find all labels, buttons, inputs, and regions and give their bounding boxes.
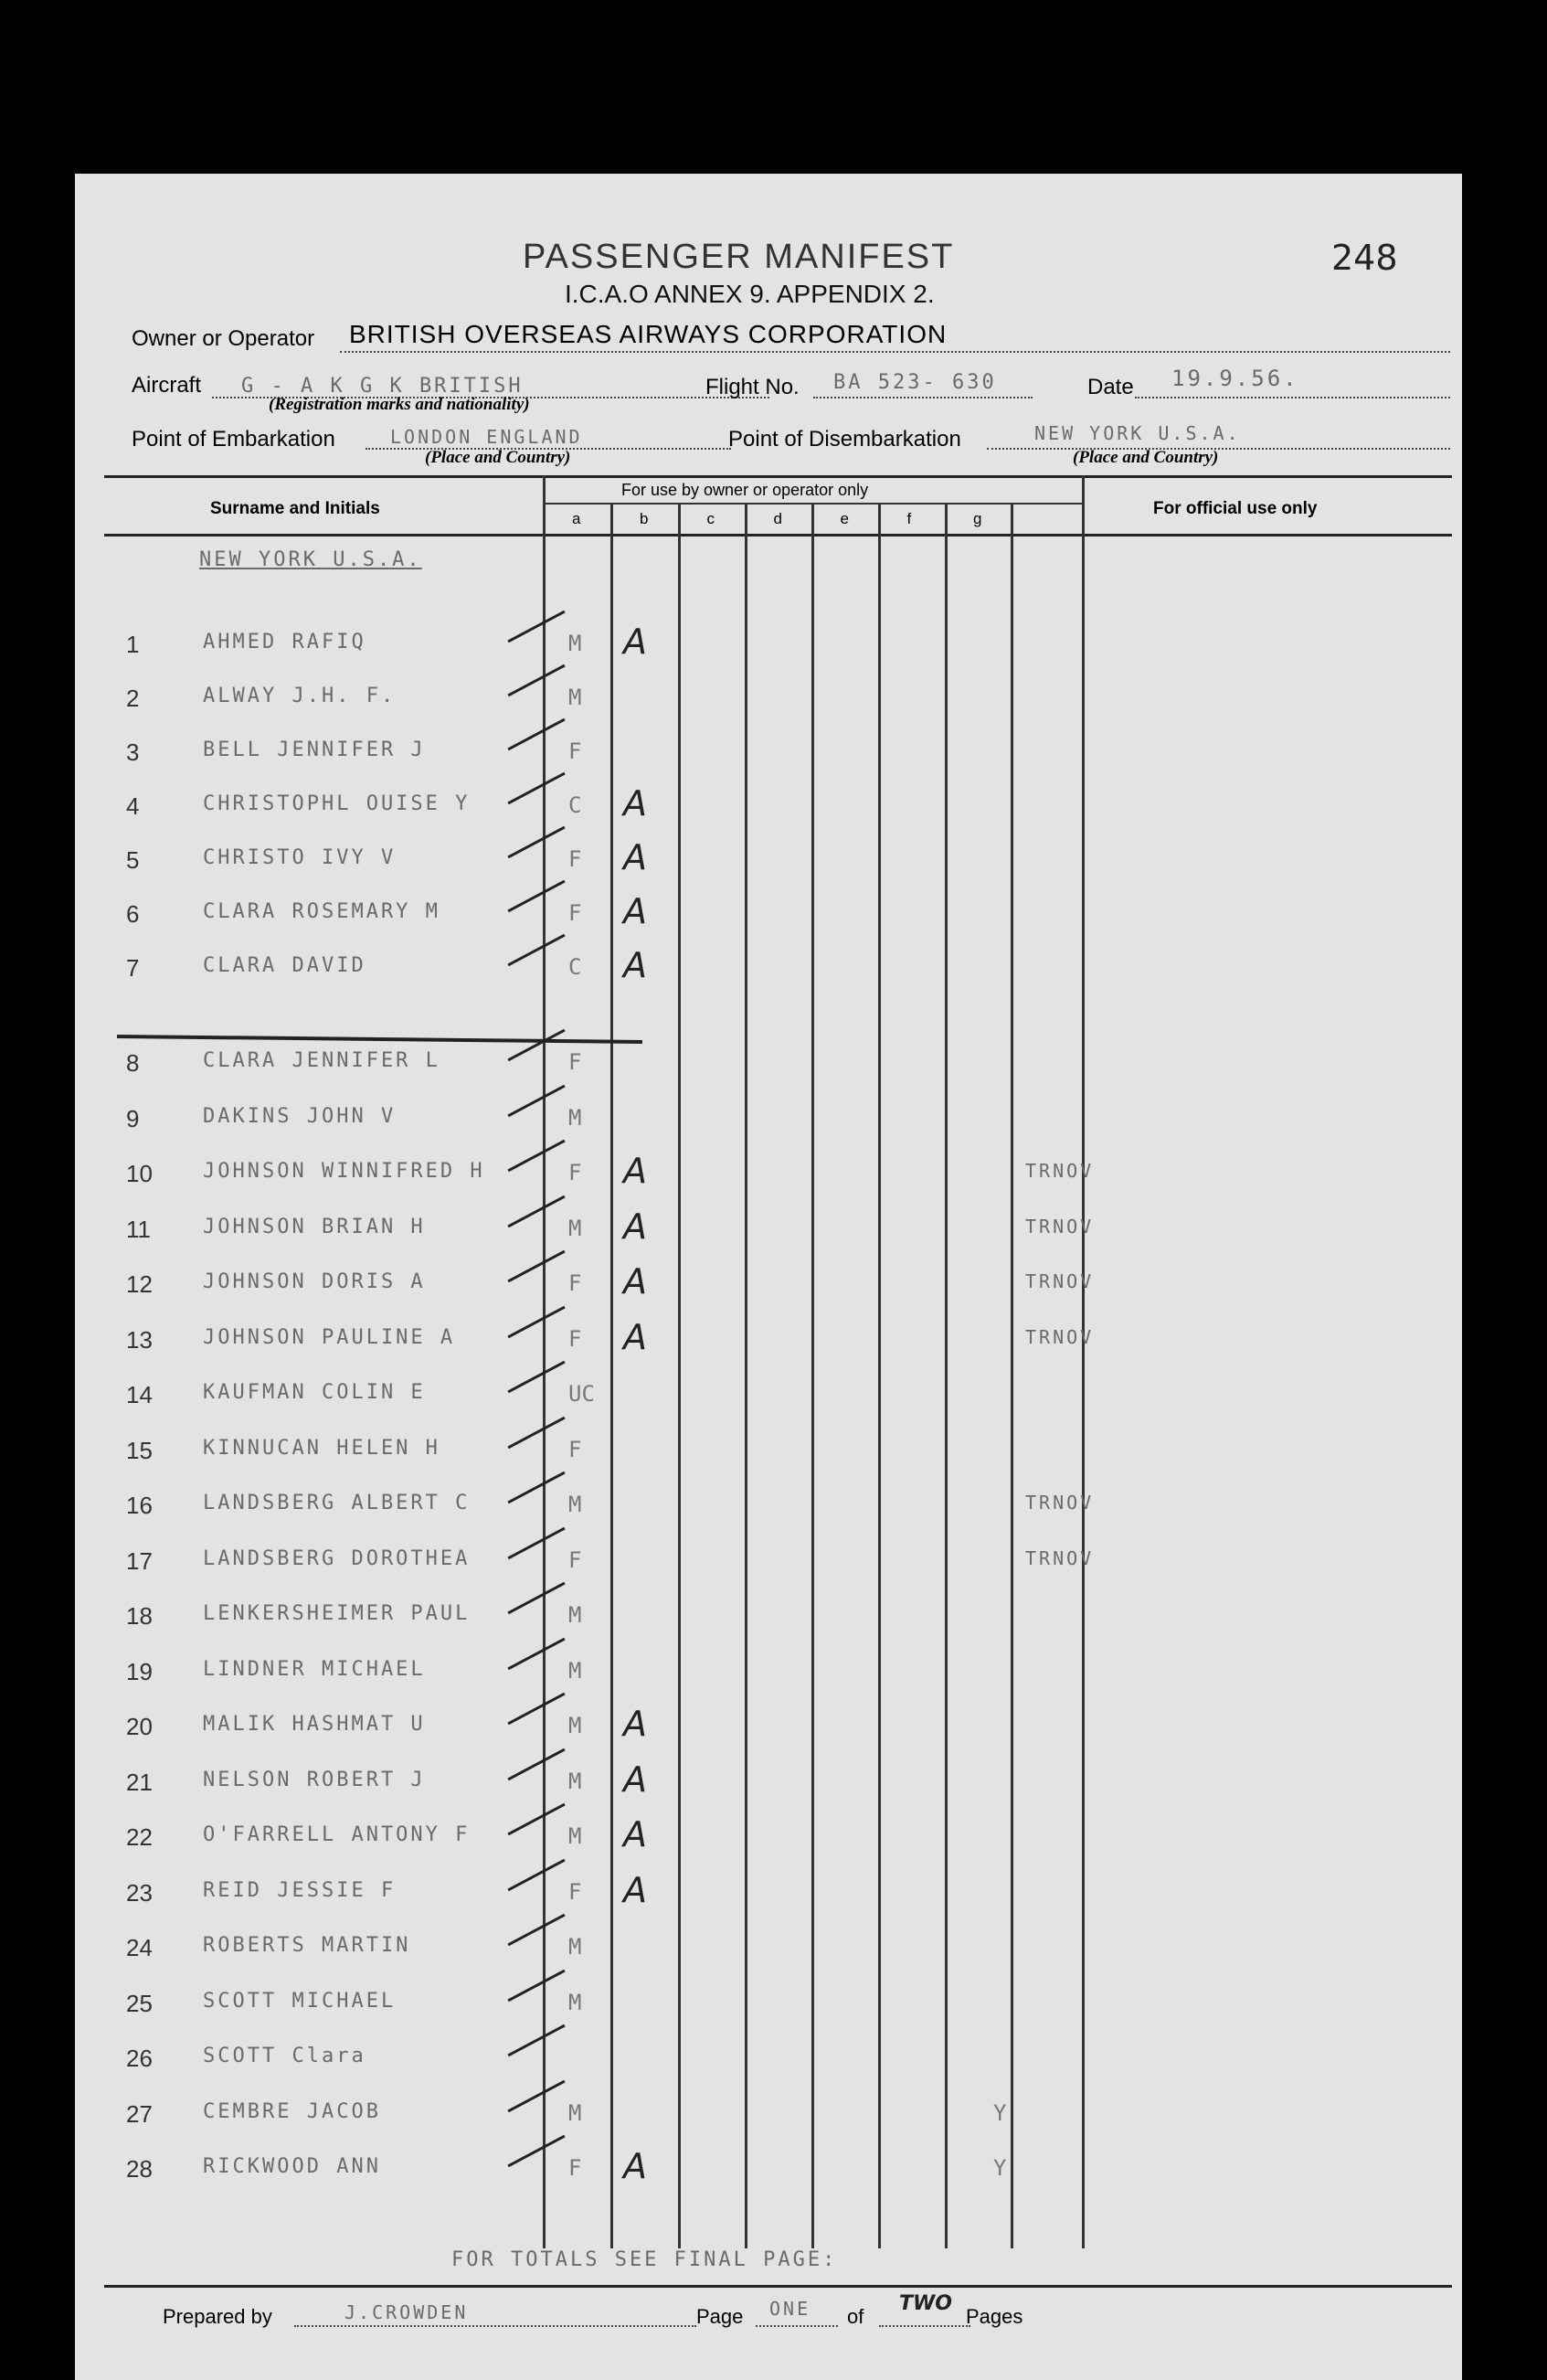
prepared-label: Prepared by xyxy=(163,2305,272,2328)
cell-b: A xyxy=(623,1151,647,1191)
cell-a: F xyxy=(568,1546,582,1573)
cell-a: M xyxy=(568,1657,582,1684)
cell-b: A xyxy=(623,783,647,823)
table-row xyxy=(75,1814,1446,1869)
passenger-name: SCOTT MICHAEL xyxy=(203,1989,397,2013)
official-note: TRNOV xyxy=(1025,1160,1095,1182)
row-number: 2 xyxy=(126,685,140,712)
aircraft-caption: (Registration marks and nationality) xyxy=(269,395,530,414)
table-row xyxy=(75,1658,1446,1704)
official-note: TRNOV xyxy=(1025,1546,1095,1569)
cell-b: A xyxy=(623,622,647,662)
passenger-name: ROBERTS MARTIN xyxy=(203,1934,411,1957)
cell-g: Y xyxy=(993,2155,1007,2181)
cell-a: M xyxy=(568,1713,582,1738)
row-number: 22 xyxy=(126,1823,153,1851)
totals-note: FOR TOTALS SEE FINAL PAGE: xyxy=(451,2248,838,2271)
prepared-value: J.CROWDEN xyxy=(344,2301,469,2323)
page-label: Page xyxy=(696,2305,744,2328)
passenger-name: CLARA ROSEMARY M xyxy=(203,900,440,923)
passenger-name: CLARA DAVID xyxy=(203,954,366,977)
cell-a: M xyxy=(568,1823,582,1849)
pages-label: Pages xyxy=(966,2305,1023,2328)
date-label: Date xyxy=(1087,375,1134,399)
cell-b: A xyxy=(623,945,647,985)
passenger-name: JOHNSON BRIAN H xyxy=(203,1215,426,1238)
passenger-name: LANDSBERG DOROTHEA xyxy=(203,1546,471,1570)
cell-a: F xyxy=(568,1436,582,1462)
row-number: 8 xyxy=(126,1049,140,1077)
date-value: 19.9.56. xyxy=(1171,366,1299,391)
table-row xyxy=(75,1547,1446,1593)
table-row xyxy=(75,1381,1446,1427)
of-label: of xyxy=(847,2305,864,2328)
table-row xyxy=(75,1602,1446,1648)
passenger-name: JOHNSON PAULINE A xyxy=(203,1325,456,1349)
row-number: 1 xyxy=(126,631,140,658)
cell-b: A xyxy=(623,1316,647,1357)
passenger-name: CLARA JENNIFER L xyxy=(203,1049,440,1072)
table-row xyxy=(75,622,1446,676)
official-note: TRNOV xyxy=(1025,1325,1095,1348)
cell-a: M xyxy=(568,2099,582,2126)
passenger-name: JOHNSON WINNIFRED H xyxy=(203,1160,485,1183)
cell-b: A xyxy=(623,837,647,877)
row-number: 13 xyxy=(126,1325,153,1354)
cell-b: A xyxy=(623,1704,647,1744)
disembark-label: Point of Disembarkation xyxy=(728,427,961,452)
cell-a: C xyxy=(568,792,582,818)
table-row xyxy=(75,1151,1446,1206)
passenger-name: O'FARRELL ANTONY F xyxy=(203,1823,471,1846)
passenger-name: REID JESSIE F xyxy=(203,1878,397,1902)
passenger-name: NELSON ROBERT J xyxy=(203,1768,426,1791)
cell-a: M xyxy=(568,1934,582,1960)
table-row xyxy=(75,1105,1446,1151)
cell-a: F xyxy=(568,1270,582,1296)
embark-label: Point of Embarkation xyxy=(132,427,335,452)
cell-a: F xyxy=(568,738,582,764)
row-number: 4 xyxy=(126,792,140,820)
official-note: TRNOV xyxy=(1025,1270,1095,1292)
table-row xyxy=(75,1869,1446,1925)
disembark-value: NEW YORK U.S.A. xyxy=(1034,422,1241,444)
cell-a: F xyxy=(568,1325,582,1352)
passenger-name: CHRISTOPHL OUISE Y xyxy=(203,792,471,815)
column-header-g: g xyxy=(973,510,982,527)
passenger-name: CEMBRE JACOB xyxy=(203,2099,381,2123)
passenger-name: SCOTT Clara xyxy=(203,2045,366,2067)
passenger-name: KINNUCAN HELEN H xyxy=(203,1436,440,1460)
table-row xyxy=(75,783,1446,838)
row-number: 3 xyxy=(126,738,140,766)
row-number: 27 xyxy=(126,2099,153,2128)
column-header-f: f xyxy=(906,510,912,527)
row-number: 11 xyxy=(126,1215,151,1243)
official-note: TRNOV xyxy=(1025,1492,1095,1514)
table-row xyxy=(75,1206,1446,1261)
table-row xyxy=(75,738,1446,784)
row-number: 16 xyxy=(126,1492,153,1519)
row-number: 6 xyxy=(126,900,140,928)
cell-b: A xyxy=(623,1261,647,1302)
aircraft-value: G - A K G K BRITISH xyxy=(241,375,524,398)
cell-a: M xyxy=(568,1768,582,1794)
table-row xyxy=(75,2146,1446,2201)
cell-a: C xyxy=(568,954,582,980)
cell-a: F xyxy=(568,900,582,926)
operator-header: For use by owner or operator only xyxy=(621,481,869,499)
column-header-b: b xyxy=(640,510,649,527)
table-row xyxy=(75,1316,1446,1372)
passenger-name: AHMED RAFIQ xyxy=(203,631,366,653)
passenger-name: LANDSBERG ALBERT C xyxy=(203,1492,471,1514)
cell-b: A xyxy=(623,1758,647,1800)
table-row xyxy=(75,2045,1446,2090)
row-number: 28 xyxy=(126,2155,153,2183)
cell-b: A xyxy=(623,2146,647,2186)
passenger-name: LENKERSHEIMER PAUL xyxy=(203,1602,471,1625)
flight-label: Flight No. xyxy=(705,375,800,399)
row-number: 20 xyxy=(126,1713,153,1740)
cell-a: UC xyxy=(568,1381,595,1407)
aircraft-label: Aircraft xyxy=(132,373,202,398)
page-stamp: 248 xyxy=(1331,238,1398,278)
row-number: 7 xyxy=(126,954,140,982)
surname-header: Surname and Initials xyxy=(210,499,380,518)
cell-b: A xyxy=(623,891,647,931)
column-header-a: a xyxy=(572,510,581,527)
table-row xyxy=(75,1704,1446,1758)
table-row xyxy=(75,1261,1446,1316)
table-row xyxy=(75,1758,1446,1814)
passenger-name: JOHNSON DORIS A xyxy=(203,1270,426,1293)
cell-a: M xyxy=(568,685,582,710)
cell-g: Y xyxy=(993,2099,1007,2126)
passenger-name: CHRISTO IVY V xyxy=(203,846,397,869)
passenger-name: KAUFMAN COLIN E xyxy=(203,1381,426,1404)
of-value: TWO xyxy=(899,2292,952,2315)
page-value: ONE xyxy=(769,2298,811,2320)
table-row xyxy=(75,891,1446,946)
cell-a: M xyxy=(568,1602,582,1628)
official-note: TRNOV xyxy=(1025,1215,1095,1238)
owner-label: Owner or Operator xyxy=(132,326,315,351)
row-number: 25 xyxy=(126,1989,153,2017)
passenger-name: DAKINS JOHN V xyxy=(203,1104,397,1128)
section-label: NEW YORK U.S.A. xyxy=(199,548,422,571)
passenger-name: MALIK HASHMAT U xyxy=(203,1713,426,1736)
manifest-subtitle: I.C.A.O ANNEX 9. APPENDIX 2. xyxy=(565,280,935,308)
column-header-d: d xyxy=(773,510,782,527)
manifest-title: PASSENGER MANIFEST xyxy=(523,238,955,276)
official-header: For official use only xyxy=(1153,499,1318,518)
cell-b: A xyxy=(623,1206,647,1247)
table-row xyxy=(75,1492,1446,1537)
flight-value: BA 523- 630 xyxy=(833,371,997,394)
row-number: 19 xyxy=(126,1657,153,1685)
cell-b: A xyxy=(623,1869,647,1910)
table-row xyxy=(75,1437,1446,1482)
passenger-name: LINDNER MICHAEL xyxy=(203,1657,426,1681)
check-mark xyxy=(507,611,565,643)
column-header-e: e xyxy=(840,510,849,527)
cell-a: M xyxy=(568,1989,582,2015)
manifest-sheet xyxy=(75,174,1462,2380)
row-number: 9 xyxy=(126,1104,140,1132)
row-number: 12 xyxy=(126,1270,153,1298)
cell-a: F xyxy=(568,1049,582,1075)
passenger-name: ALWAY J.H. F. xyxy=(203,685,397,707)
row-number: 14 xyxy=(126,1381,153,1408)
cell-a: M xyxy=(568,1492,582,1517)
separator-stroke xyxy=(117,1035,642,1044)
row-number: 23 xyxy=(126,1878,153,1907)
table-row xyxy=(75,1990,1446,2035)
table-row xyxy=(75,837,1446,892)
cell-a: F xyxy=(568,846,582,872)
passenger-name: BELL JENNIFER J xyxy=(203,738,426,761)
cell-a: F xyxy=(568,2155,582,2181)
row-number: 24 xyxy=(126,1934,153,1961)
row-number: 17 xyxy=(126,1546,153,1575)
column-header-c: c xyxy=(706,510,715,527)
table-row xyxy=(75,2100,1446,2146)
row-number: 26 xyxy=(126,2045,153,2072)
embark-caption: (Place and Country) xyxy=(425,448,571,467)
disembark-caption: (Place and Country) xyxy=(1073,448,1219,467)
cell-a: M xyxy=(568,1215,582,1241)
cell-a: F xyxy=(568,1160,582,1185)
row-number: 15 xyxy=(126,1436,153,1464)
row-number: 21 xyxy=(126,1768,153,1796)
table-row xyxy=(75,1049,1446,1095)
check-mark xyxy=(507,1029,565,1062)
row-number: 10 xyxy=(126,1160,153,1187)
row-number: 18 xyxy=(126,1602,153,1630)
passenger-name: RICKWOOD ANN xyxy=(203,2155,381,2178)
table-row xyxy=(75,1934,1446,1980)
table-row xyxy=(75,685,1446,730)
embark-value: LONDON ENGLAND xyxy=(390,426,583,448)
row-number: 5 xyxy=(126,846,140,874)
cell-b: A xyxy=(623,1814,647,1854)
cell-a: M xyxy=(568,631,582,656)
owner-value: BRITISH OVERSEAS AIRWAYS CORPORATION xyxy=(349,320,948,348)
cell-a: F xyxy=(568,1878,582,1905)
table-row xyxy=(75,945,1446,1000)
cell-a: M xyxy=(568,1104,582,1131)
